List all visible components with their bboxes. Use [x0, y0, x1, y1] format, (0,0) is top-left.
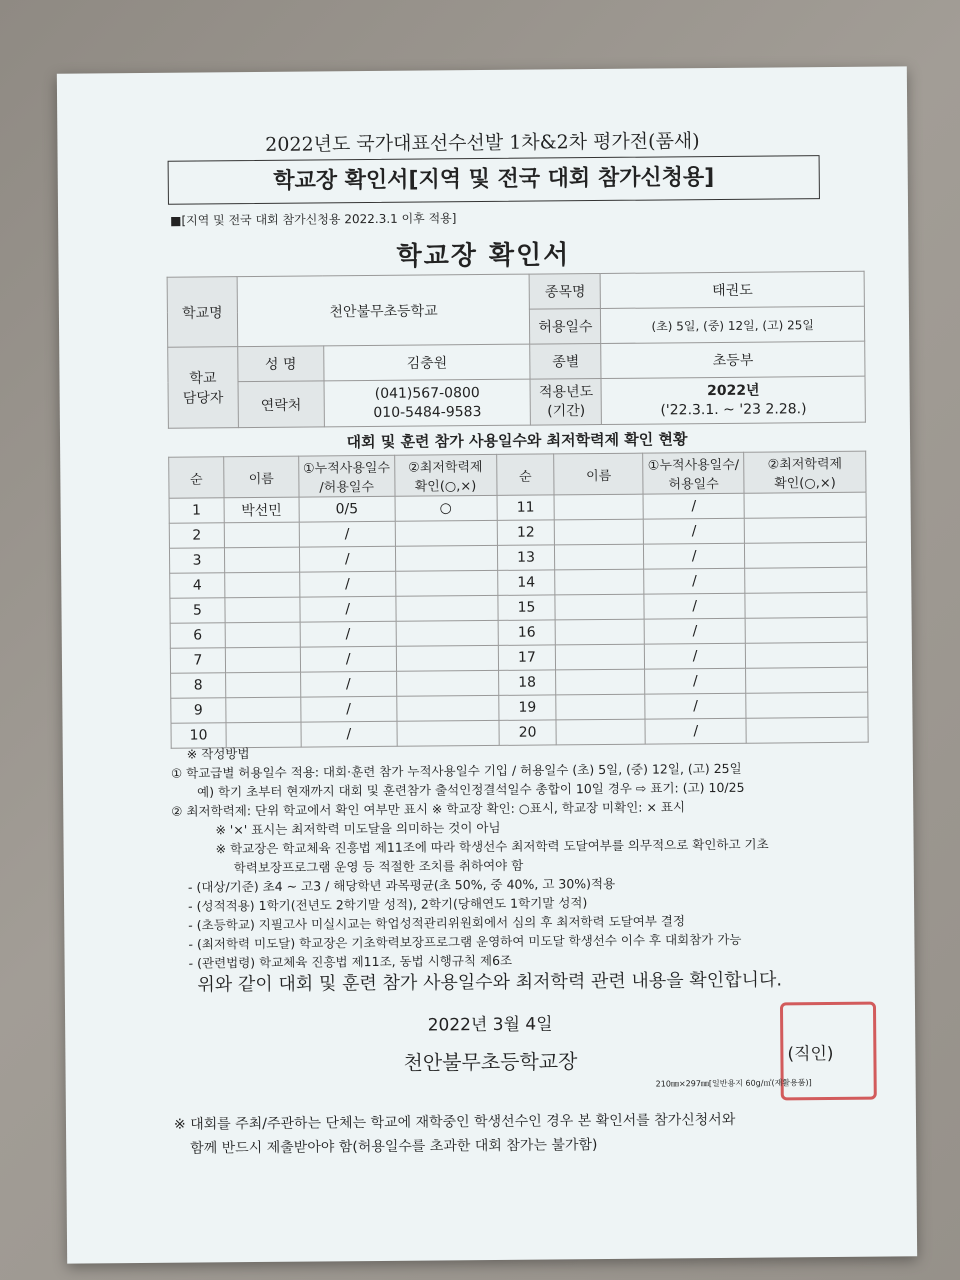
row-check	[396, 670, 498, 696]
row-days-2: /	[645, 718, 746, 744]
row-days-2: /	[645, 643, 746, 669]
row-days: /	[300, 646, 396, 672]
row-check-2	[745, 542, 867, 568]
document-title: 학교장 확인서	[396, 240, 571, 272]
row-name-2	[556, 619, 645, 645]
school-name-value: 천안불무초등학교	[237, 274, 530, 347]
row-no: 5	[170, 598, 225, 623]
contact-value: (041)567-0800 010-5484-9583	[324, 379, 531, 427]
row-days: /	[301, 696, 397, 722]
row-check-2	[746, 667, 868, 693]
row-no: 6	[170, 623, 225, 648]
row-no-2: 12	[497, 520, 555, 546]
note-4a: ※ 학교장은 학교체육 진흥법 제11조에 따라 학생선수 최저학력 도달여부를 의무적으로 확인하고 기초	[215, 836, 769, 857]
row-no: 9	[171, 698, 226, 723]
row-no: 4	[170, 573, 225, 598]
header-days: ①누적사용일수 /허용일수	[298, 455, 394, 497]
row-days: /	[299, 571, 395, 597]
writing-instructions	[171, 739, 883, 973]
row-name-2	[556, 644, 645, 670]
form-title: 학교장 확인서[지역 및 전국 대회 참가신청용]	[168, 155, 820, 205]
header-name-2: 이름	[554, 453, 643, 495]
row-days-2: /	[644, 618, 745, 644]
footer-line-2: 함께 반드시 제출받아야 함(허용일수를 초과한 대회 참가는 불가함)	[190, 1137, 598, 1157]
row-check-2	[744, 517, 866, 543]
footer-line-1: ※ 대회를 주최/주관하는 단체는 학교에 재학중인 학생선수인 경우 본 확인서를 참가신청서와	[173, 1111, 736, 1133]
header-name: 이름	[224, 456, 299, 498]
row-days-2: /	[644, 593, 745, 619]
row-check-2	[745, 642, 867, 668]
principal-signature: 천안불무초등학교장	[403, 1049, 578, 1075]
row-no-2: 15	[497, 595, 555, 621]
row-name	[224, 522, 299, 548]
row-no-2: 17	[498, 645, 556, 671]
row-no: 7	[170, 648, 225, 673]
row-no: 8	[171, 673, 226, 698]
row-name	[225, 597, 300, 623]
detail-3: - (초등학교) 지필고사 미실시교는 학업성적관리위원회에서 심의 후 최저학력 도달여부 결정	[188, 913, 686, 933]
row-days-2: /	[645, 693, 746, 719]
row-name	[224, 547, 299, 573]
footer-note	[174, 1107, 884, 1161]
row-name-2	[555, 519, 644, 545]
year-value: 2022년	[706, 382, 760, 399]
row-check-2	[746, 692, 868, 718]
row-days: /	[301, 721, 397, 747]
row-check-2	[745, 567, 867, 593]
row-no-2: 14	[497, 570, 555, 596]
year-label: 적용년도 (기간)	[530, 378, 601, 425]
row-days-2: /	[644, 518, 745, 544]
row-no-2: 19	[498, 695, 556, 721]
row-check	[396, 695, 498, 721]
row-days: /	[300, 671, 396, 697]
row-name	[225, 647, 300, 673]
row-name-2	[556, 669, 645, 695]
row-days: /	[300, 596, 396, 622]
notes-heading: ※ 작성방법	[186, 746, 250, 762]
row-no-2: 11	[497, 495, 555, 521]
allowed-days-value: (초) 5일, (중) 12일, (고) 25일	[601, 306, 865, 343]
school-info-table	[167, 271, 866, 429]
row-check	[396, 595, 498, 621]
row-name	[225, 622, 300, 648]
row-name-2	[555, 569, 644, 595]
row-check-2	[745, 617, 867, 643]
note-1b: 예) 학기 초부터 현재까지 대회 및 훈련참가 출석인정결석일수 총합이 10일 경우 ⇨ 표기: (고) 10/25	[197, 779, 745, 800]
row-no-2: 16	[498, 620, 556, 646]
row-no: 1	[169, 498, 224, 523]
row-no-2: 18	[498, 670, 556, 696]
row-days-2: /	[645, 668, 746, 694]
scope-note: ■[지역 및 전국 대회 참가신청용 2022.3.1 이후 적용]	[170, 211, 457, 228]
seal-label: (직인)	[787, 1043, 834, 1065]
note-1a: ① 학교급별 허용일수 적용: 대회·훈련 참가 누적사용일수 기입 / 허용일수 (초) 5일, (중) 12일, (고) 25일	[170, 760, 742, 781]
row-check: ○	[395, 495, 497, 521]
note-4b: 학력보장프로그램 운영 등 적절한 조치를 취하여야 함	[233, 857, 524, 876]
row-check	[395, 570, 497, 596]
row-days: /	[300, 621, 396, 647]
issue-date: 2022년 3월 4일	[427, 1014, 553, 1036]
period-value: ('22.3.1. ~ '23 2.28.)	[660, 400, 807, 418]
header-academic-2: ②최저학력제 확인(○,×)	[744, 451, 866, 493]
detail-2: - (성적적용) 1학기(전년도 2학기말 성적), 2학기(당해연도 1학기말 성적)	[188, 895, 588, 914]
year-cell	[601, 376, 865, 424]
header-no: 순	[169, 457, 224, 498]
category-value: 초등부	[601, 341, 865, 378]
row-days: 0/5	[299, 496, 395, 522]
row-check-2	[744, 492, 866, 518]
header-no-2: 순	[496, 454, 554, 496]
row-no: 2	[169, 523, 224, 548]
row-no: 3	[169, 548, 224, 573]
row-no: 10	[171, 723, 226, 748]
allowed-days-label: 허용일수	[530, 308, 601, 344]
row-name	[225, 572, 300, 598]
row-check	[396, 620, 498, 646]
document-paper	[57, 66, 917, 1263]
detail-5: - (관련법령) 학교체육 진흥법 제11조, 동법 시행규칙 제6조	[188, 952, 513, 971]
row-check	[395, 545, 497, 571]
row-check	[396, 645, 498, 671]
category-label: 종별	[530, 343, 601, 379]
event-title: 2022년도 국가대표선수선발 1차&2차 평가전(품새)	[265, 130, 700, 156]
row-name-2	[556, 694, 645, 720]
row-days: /	[299, 546, 395, 572]
row-no-2: 13	[497, 545, 555, 571]
row-name-2	[554, 494, 643, 520]
person-name-value: 김충원	[323, 344, 530, 381]
header-academic: ②최저학력제 확인(○,×)	[394, 454, 496, 496]
row-name	[226, 697, 301, 723]
row-check-2	[745, 592, 867, 618]
row-check	[395, 520, 497, 546]
contact-label: 연락처	[238, 381, 324, 428]
event-label: 종목명	[530, 273, 601, 309]
roster-table	[168, 451, 869, 749]
paper-spec: 210㎜×297㎜[일반용지 60g/㎡(재활용품)]	[655, 1078, 812, 1089]
person-name-label: 성 명	[238, 346, 324, 382]
row-name: 박선민	[224, 497, 299, 523]
event-value: 태권도	[600, 271, 864, 308]
header-days-2: ①누적사용일수/ 허용일수	[643, 452, 744, 494]
row-no-2: 20	[498, 720, 556, 746]
school-name-label: 학교명	[167, 277, 237, 348]
row-days-2: /	[644, 543, 745, 569]
section-title: 대회 및 훈련 참가 사용일수와 최저학력제 확인 현황	[346, 430, 688, 452]
detail-4: - (최저학력 미도달) 학교장은 기초학력보장프로그램 운영하여 미도달 학생선수 이수 후 대회참가 가능	[188, 931, 742, 952]
row-days-2: /	[643, 493, 744, 519]
note-2: ② 최저학력제: 단위 학교에서 확인 여부만 표시 ※ 학교장 확인: ○표시, 학교장 미확인: × 표시	[171, 799, 686, 819]
confirmation-statement: 위와 같이 대회 및 훈련 참가 사용일수와 최저학력 관련 내용을 확인합니다.	[197, 969, 783, 996]
note-3: ※ '×' 표시는 최저학력 미도달을 의미하는 것이 아님	[215, 819, 501, 838]
row-name-2	[555, 594, 644, 620]
row-name-2	[555, 544, 644, 570]
row-days-2: /	[644, 568, 745, 594]
manager-label: 학교 담당자	[168, 347, 239, 429]
row-days: /	[299, 521, 395, 547]
row-name	[225, 672, 300, 698]
detail-1: - (대상/기준) 초4 ~ 고3 / 해당학년 과목평균(초 50%, 중 40%, 고 30%)적용	[187, 875, 616, 895]
